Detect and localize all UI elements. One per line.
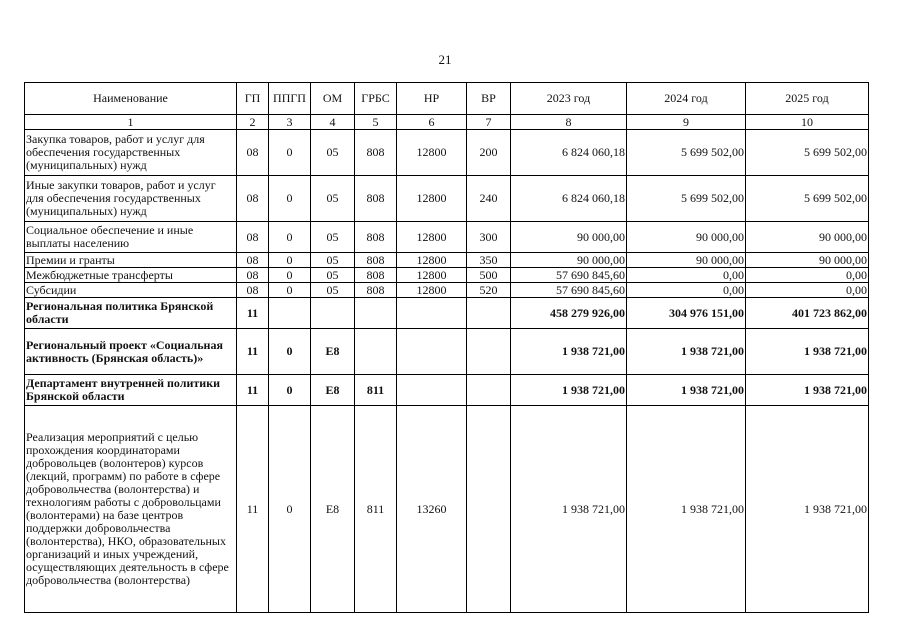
cell-vr: 300 (467, 222, 511, 253)
cell-y2024: 90 000,00 (627, 253, 746, 268)
cell-ppgp: 0 (269, 253, 311, 268)
cell-y2023: 1 938 721,00 (511, 375, 627, 406)
cell-om: E8 (311, 406, 355, 613)
column-number: 4 (311, 115, 355, 130)
cell-name: Субсидии (25, 283, 237, 298)
cell-y2024: 0,00 (627, 268, 746, 283)
cell-gp: 08 (237, 283, 269, 298)
cell-grbs: 808 (355, 268, 397, 283)
cell-gp: 08 (237, 268, 269, 283)
cell-gp: 11 (237, 375, 269, 406)
cell-y2025: 90 000,00 (746, 253, 869, 268)
cell-gp: 08 (237, 222, 269, 253)
column-number: 5 (355, 115, 397, 130)
cell-gp: 08 (237, 253, 269, 268)
cell-nr: 12800 (397, 253, 467, 268)
cell-om: 05 (311, 253, 355, 268)
cell-gp: 11 (237, 329, 269, 375)
cell-y2023: 90 000,00 (511, 222, 627, 253)
cell-y2025: 90 000,00 (746, 222, 869, 253)
cell-nr (397, 375, 467, 406)
cell-name: Закупка товаров, работ и услуг для обеспечения государственных (муниципальных) нужд (25, 130, 237, 176)
cell-grbs: 808 (355, 130, 397, 176)
table-row (25, 406, 869, 613)
table-row (25, 130, 869, 176)
cell-ppgp: 0 (269, 375, 311, 406)
cell-grbs: 808 (355, 283, 397, 298)
cell-ppgp: 0 (269, 176, 311, 222)
cell-name: Региональный проект «Социальная активность (Брянская область)» (25, 329, 237, 375)
cell-name: Иные закупки товаров, работ и услуг для обеспечения государственных (муниципальных) нужд (25, 176, 237, 222)
header-cell: ВР (467, 83, 511, 115)
cell-vr (467, 329, 511, 375)
cell-y2025: 5 699 502,00 (746, 130, 869, 176)
cell-y2024: 1 938 721,00 (627, 406, 746, 613)
table-row (25, 298, 869, 329)
cell-y2025: 401 723 862,00 (746, 298, 869, 329)
cell-name: Реализация мероприятий с целью прохождения координаторами добровольцев (волонтеров) курсов (лекций, программ) по работе в сфере добровольчества (волонтерства) и технологиям работы с добровольцами (волонтерами) на базе центров поддержки добровольчества (волонтерства), НКО, образовательных организаций и иных учреждений, осуществляющих деятельность в сфере добровольчества (волонтерства) (25, 406, 237, 613)
cell-ppgp: 0 (269, 329, 311, 375)
cell-y2023: 6 824 060,18 (511, 130, 627, 176)
cell-y2025: 1 938 721,00 (746, 375, 869, 406)
cell-gp: 08 (237, 130, 269, 176)
column-number: 8 (511, 115, 627, 130)
column-number: 3 (269, 115, 311, 130)
column-number: 9 (627, 115, 746, 130)
header-cell: ГРБС (355, 83, 397, 115)
cell-gp: 08 (237, 176, 269, 222)
cell-grbs: 808 (355, 222, 397, 253)
column-number: 7 (467, 115, 511, 130)
cell-vr: 240 (467, 176, 511, 222)
page-number: 21 (438, 52, 452, 67)
cell-y2024: 5 699 502,00 (627, 130, 746, 176)
cell-y2024: 1 938 721,00 (627, 375, 746, 406)
cell-om: E8 (311, 329, 355, 375)
cell-name: Межбюджетные трансферты (25, 268, 237, 283)
budget-table (24, 82, 869, 613)
header-row (25, 83, 869, 115)
cell-vr (467, 406, 511, 613)
cell-vr: 200 (467, 130, 511, 176)
cell-y2024: 304 976 151,00 (627, 298, 746, 329)
cell-om: E8 (311, 375, 355, 406)
column-number: 10 (746, 115, 869, 130)
cell-vr (467, 298, 511, 329)
cell-ppgp: 0 (269, 130, 311, 176)
cell-vr: 520 (467, 283, 511, 298)
cell-vr (467, 375, 511, 406)
header-cell: 2024 год (627, 83, 746, 115)
cell-y2023: 458 279 926,00 (511, 298, 627, 329)
cell-nr (397, 298, 467, 329)
cell-nr (397, 329, 467, 375)
cell-grbs: 811 (355, 375, 397, 406)
table-row (25, 268, 869, 283)
cell-ppgp: 0 (269, 283, 311, 298)
cell-nr: 13260 (397, 406, 467, 613)
cell-grbs (355, 329, 397, 375)
table-row (25, 253, 869, 268)
cell-y2023: 6 824 060,18 (511, 176, 627, 222)
cell-om: 05 (311, 283, 355, 298)
cell-y2025: 1 938 721,00 (746, 406, 869, 613)
column-number: 6 (397, 115, 467, 130)
table-body (25, 130, 869, 613)
cell-nr: 12800 (397, 130, 467, 176)
table-row (25, 283, 869, 298)
cell-gp: 11 (237, 298, 269, 329)
cell-y2023: 1 938 721,00 (511, 406, 627, 613)
header-cell: ППГП (269, 83, 311, 115)
cell-y2023: 57 690 845,60 (511, 268, 627, 283)
table-row (25, 222, 869, 253)
cell-gp: 11 (237, 406, 269, 613)
cell-ppgp: 0 (269, 406, 311, 613)
column-number: 2 (237, 115, 269, 130)
cell-ppgp (269, 298, 311, 329)
cell-y2025: 0,00 (746, 268, 869, 283)
cell-om: 05 (311, 268, 355, 283)
cell-grbs (355, 298, 397, 329)
header-cell: ОМ (311, 83, 355, 115)
cell-nr: 12800 (397, 268, 467, 283)
header-cell: 2025 год (746, 83, 869, 115)
cell-ppgp: 0 (269, 222, 311, 253)
cell-vr: 500 (467, 268, 511, 283)
cell-om: 05 (311, 176, 355, 222)
cell-om (311, 298, 355, 329)
cell-y2025: 5 699 502,00 (746, 176, 869, 222)
cell-name: Региональная политика Брянской области (25, 298, 237, 329)
header-cell: НР (397, 83, 467, 115)
header-cell: ГП (237, 83, 269, 115)
cell-name: Социальное обеспечение и иные выплаты населению (25, 222, 237, 253)
cell-y2024: 5 699 502,00 (627, 176, 746, 222)
cell-om: 05 (311, 222, 355, 253)
cell-grbs: 808 (355, 176, 397, 222)
cell-grbs: 811 (355, 406, 397, 613)
cell-y2023: 57 690 845,60 (511, 283, 627, 298)
cell-y2025: 0,00 (746, 283, 869, 298)
table-row (25, 329, 869, 375)
cell-y2023: 90 000,00 (511, 253, 627, 268)
cell-y2024: 1 938 721,00 (627, 329, 746, 375)
cell-y2024: 90 000,00 (627, 222, 746, 253)
cell-grbs: 808 (355, 253, 397, 268)
column-number: 1 (25, 115, 237, 130)
cell-ppgp: 0 (269, 268, 311, 283)
cell-name: Премии и гранты (25, 253, 237, 268)
table-row (25, 176, 869, 222)
cell-vr: 350 (467, 253, 511, 268)
column-number-row (25, 115, 869, 130)
table-row (25, 375, 869, 406)
header-cell: Наименование (25, 83, 237, 115)
cell-y2025: 1 938 721,00 (746, 329, 869, 375)
header-cell: 2023 год (511, 83, 627, 115)
cell-nr: 12800 (397, 176, 467, 222)
cell-y2024: 0,00 (627, 283, 746, 298)
cell-nr: 12800 (397, 222, 467, 253)
cell-y2023: 1 938 721,00 (511, 329, 627, 375)
cell-om: 05 (311, 130, 355, 176)
cell-name: Департамент внутренней политики Брянской области (25, 375, 237, 406)
cell-nr: 12800 (397, 283, 467, 298)
